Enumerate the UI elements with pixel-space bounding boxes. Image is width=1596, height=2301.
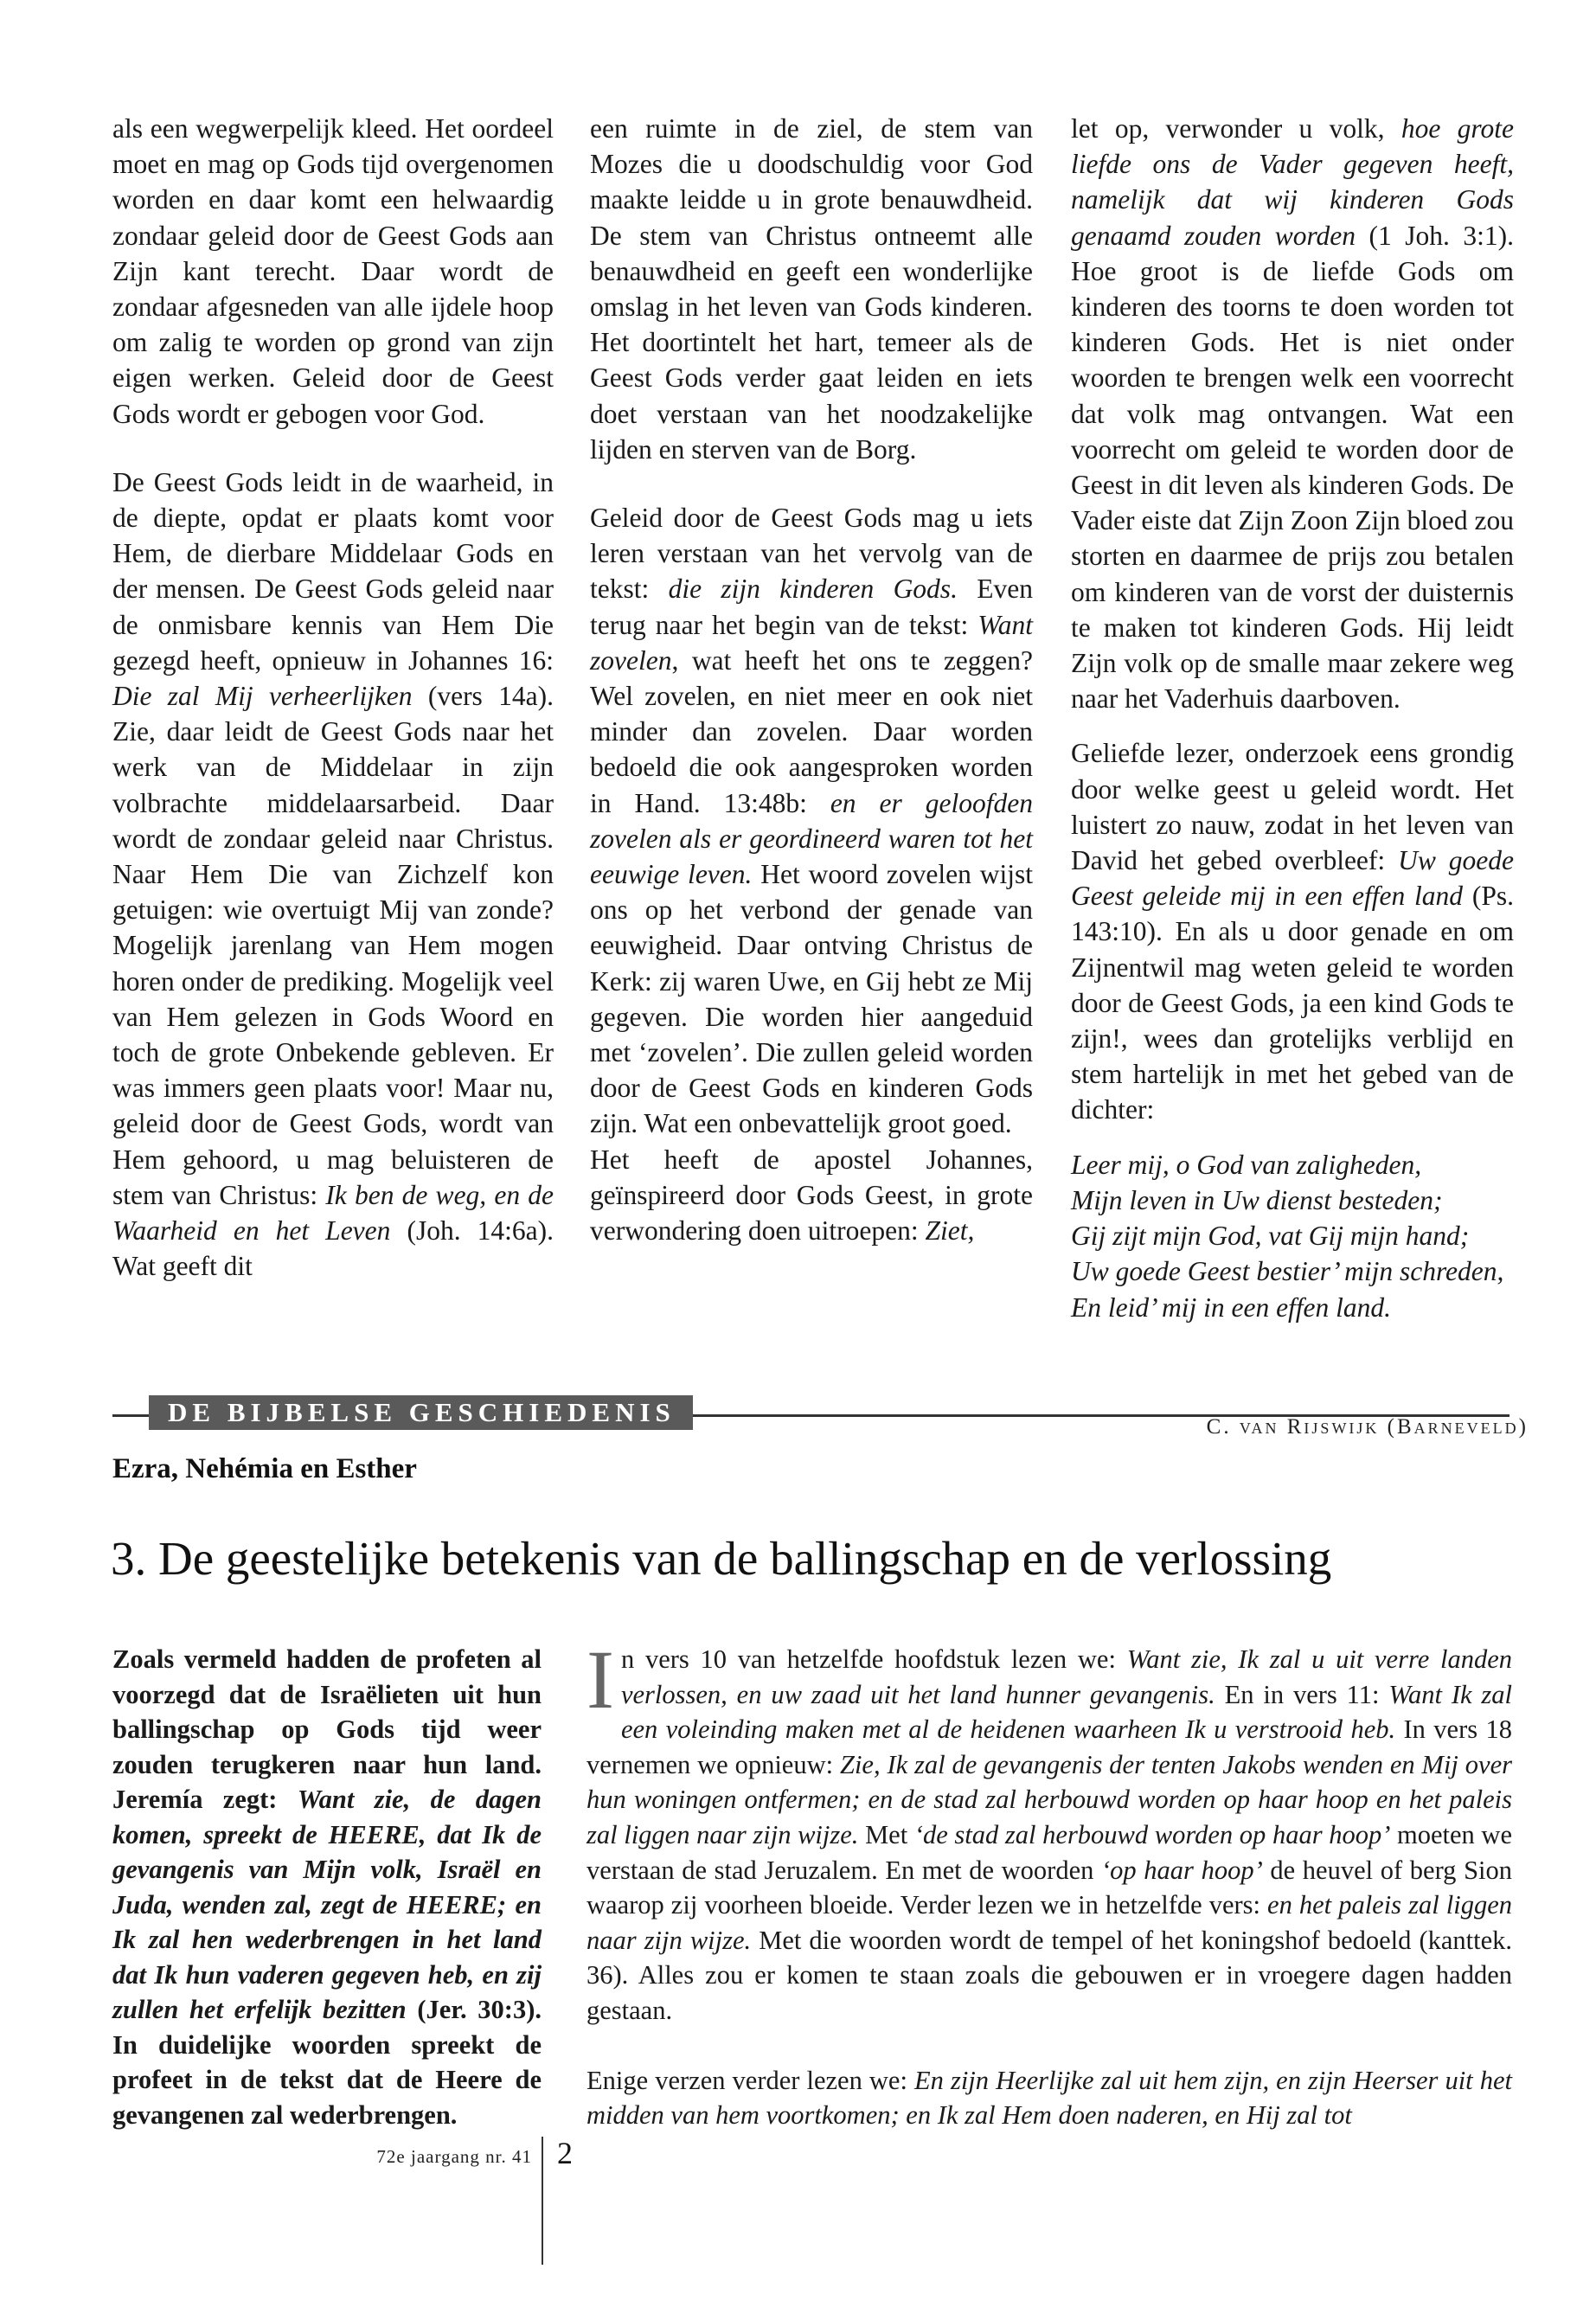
- body-paragraph-1: In vers 10 van hetzelfde hoofdstuk lezen we: Want zie, Ik zal u uit verre landen verlossen, en uw zaad uit het land hunner gevangenis. En in vers 11: Want Ik zal een voleinding maken met al de heidenen waarheen Ik u verstrooid heb. In vers 18 vernemen we opnieuw: Zie, Ik zal de gevangenis der tenten Jakobs wenden en Mij over hun woningen ontfermen; en de stad zal herbouwd worden op haar hoop en het paleis zal liggen naar zijn wijze. Met ‘de stad zal herbouwd worden op haar hoop’ moeten we verstaan de stad Jeruzalem. En met de woorden ‘op haar hoop’ de heuvel of berg Sion waarop zij voorheen bloeide. Verder lezen we in hetzelfde vers: en het paleis zal liggen naar zijn wijze. Met die woorden wordt de tempel of het koningshof bedoeld (kanttek. 36). Alles zou er komen te staan zoals die gebouwen er in vroegere dagen hadden gestaan.: [586, 1633, 1512, 2025]
- footer-divider: [542, 2137, 543, 2265]
- author-byline: C. van Rijswijk (Barneveld): [1206, 1415, 1529, 1439]
- col1-paragraph-2: De Geest Gods leidt in de waarheid, in de diepte, opdat er plaats komt voor Hem, de dierbare Middelaar Gods en der mensen. De Geest Gods geleid naar de onmisbare kennis van Hem Die gezegd heeft, opnieuw in Johannes 16: Die zal Mij verheerlijken (vers 14a). Zie, daar leidt de Geest Gods naar het werk van de Middelaar in zijn volbrachte middelaarsarbeid. Daar wordt de zondaar geleid naar Christus. Naar Hem Die van Zichzelf kon getuigen: wie overtuigt Mij van zonde? Mogelijk jarenlang van Hem mogen horen onder de prediking. Mogelijk veel van Hem gelezen in Gods Woord en toch de grote Onbekende gebleven. Er was immers geen plaats voor! Maar nu, geleid door de Geest Gods, wordt van Hem gehoord, u mag beluisteren de stem van Christus: Ik ben de weg, en de Waarheid en het Leven (Joh. 14:6a). Wat geeft dit: [112, 466, 554, 1282]
- body-paragraph-2: Enige verzen verder lezen we: En zijn Heerlijke zal uit hem zijn, en zijn Heerser uit het midden van hem voortkomen; en Ik zal Hem doen naderen, en Hij zal tot: [586, 2065, 1512, 2131]
- column-3: [1071, 111, 1514, 1325]
- col2-paragraph-1: een ruimte in de ziel, de stem van Mozes die u doodschuldig voor God maakte leidde u in grote benauwdheid. De stem van Christus ontneemt alle benauwdheid en geeft een wonderlijke omslag in het leven van Gods kinderen. Het doortintelt het hart, temeer als de Geest Gods verder gaat leiden en iets doet verstaan van het noodzakelijke lijden en sterven van de Borg.: [590, 113, 1033, 465]
- article-headline: 3. De geestelijke betekenis van de ballingschap en de verlossing: [111, 1532, 1332, 1585]
- lead-paragraph: Zoals vermeld hadden de profeten al voorzegd dat de Israëlieten uit hun ballingschap op Gods tijd weer zouden terugkeren naar hun land. Jeremía zegt: Want zie, de dagen komen, spreekt de HEERE, dat Ik de gevangenis van Mijn volk, Israël en Juda, wenden zal, zegt de HEERE; en Ik zal hen wederbrengen in het land dat Ik hun vaderen gegeven heb, en zij zullen het erfelijk bezitten (Jer. 30:3). In duidelijke woorden spreekt de profeet in de tekst dat de Heere de gevangenen zal wederbrengen.: [112, 1644, 542, 2130]
- section-label: DE BIJBELSE GESCHIEDENIS: [149, 1395, 693, 1430]
- poem-line: Leer mij, o God van zaligheden,: [1071, 1149, 1422, 1180]
- poem-line: Mijn leven in Uw dienst besteden;: [1071, 1184, 1443, 1215]
- col3-paragraph-1: let op, verwonder u volk, hoe grote liefde ons de Vader gegeven heeft, namelijk dat wij kinderen Gods genaamd zouden worden (1 Joh. 3:1). Hoe groot is de liefde Gods om kinderen des toorns te doen worden tot kinderen Gods. Het is niet onder woorden te brengen welk een voorrecht dat volk mag ontvangen. Wat een voorrecht om geleid te worden door de Geest in dit leven als kinderen Gods. De Vader eiste dat Zijn Zoon Zijn bloed zou storten en daarmee de prijs zou betalen om kinderen van de vorst der duisternis te maken tot kinderen Gods. Hij leidt Zijn volk op de smalle maar zekere weg naar het Vaderhuis daarboven.: [1071, 113, 1514, 715]
- poem-line: En leid’ mij in een effen land.: [1071, 1292, 1392, 1323]
- page-number: 2: [557, 2136, 573, 2170]
- footer-volume: 72e jaargang nr. 41: [376, 2146, 532, 2167]
- column-2: [590, 111, 1033, 1248]
- poem: [1071, 1147, 1514, 1325]
- col1-paragraph-1: als een wegwerpelijk kleed. Het oordeel moet en mag op Gods tijd overgenomen worden en daar komt een helwaardig zondaar geleid door de Geest Gods aan Zijn kant terecht. Daar wordt de zondaar afgesneden van alle ijdele hoop om zalig te worden op grond van zijn eigen werken. Geleid door de Geest Gods wordt er gebogen voor God.: [112, 113, 554, 429]
- drop-cap: I: [586, 1633, 614, 1726]
- col2-paragraph-2: Geleid door de Geest Gods mag u iets leren verstaan van het vervolg van de tekst: die zijn kinderen Gods. Even terug naar het begin van de tekst: Want zovelen, wat heeft het ons te zeggen? Wel zovelen, en niet meer en ook niet minder dan zovelen. Daar worden bedoeld die ook aangesproken worden in Hand. 13:48b: en er geloofden zovelen als er geordineerd waren tot het eeuwige leven. Het woord zovelen wijst ons op het verbond der genade van eeuwigheid. Daar ontving Christus de Kerk: zij waren Uwe, en Gij hebt ze Mij gegeven. Die worden hier aangeduid met ‘zovelen’. Die zullen geleid worden door de Geest Gods en kinderen Gods zijn. Wat een onbevattelijk groot goed.: [590, 503, 1033, 1139]
- article-body: [586, 1633, 1512, 2133]
- article-subtitle: Ezra, Nehémia en Esther: [112, 1453, 417, 1484]
- poem-line: Gij zijt mijn God, vat Gij mijn hand;: [1071, 1221, 1470, 1252]
- poem-line: Uw goede Geest bestier’ mijn schreden,: [1071, 1256, 1504, 1287]
- col3-paragraph-2: Geliefde lezer, onderzoek eens grondig door welke geest u geleid wordt. Het luistert zo nauw, zodat in het leven van David het gebed overbleef: Uw goede Geest geleide mij in een effen land (Ps. 143:10). En als u door genade en om Zijnentwil mag weten geleid te worden door de Geest Gods, ja een kind Gods te zijn!, wees dan grotelijks verblijd en stem hartelijk in met het gebed van de dichter:: [1071, 738, 1514, 1125]
- column-1: [112, 111, 554, 1285]
- col2-paragraph-3: Het heeft de apostel Johannes, geïnspireerd door Gods Geest, in grote verwondering doen uitroepen: Ziet,: [590, 1144, 1033, 1247]
